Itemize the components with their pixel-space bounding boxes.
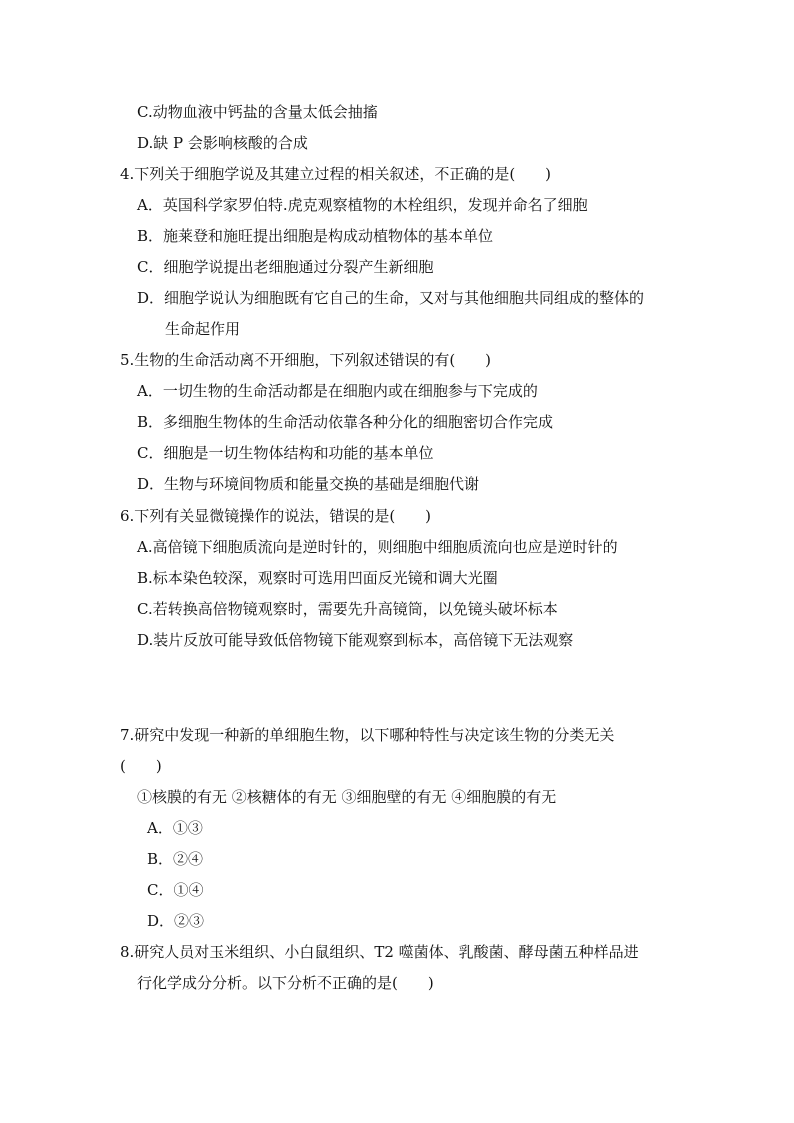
q8-stem-cont: 行化学成分分析。以下分析不正确的是( )	[137, 974, 434, 992]
q7-option-a: A．①③	[147, 819, 203, 837]
q5-option-c: C．细胞是一切生物体结构和功能的基本单位	[137, 444, 434, 462]
q5-option-b: B．多细胞生物体的生命活动依靠各种分化的细胞密切合作完成	[137, 413, 554, 431]
q6-option-c: C.若转换高倍物镜观察时，需要先升高镜筒，以免镜头破坏标本	[137, 600, 558, 618]
q7-option-d: D．②③	[147, 912, 205, 930]
q7-stem-cont: ( )	[120, 757, 162, 775]
q4-option-d-cont: 生命起作用	[165, 320, 241, 338]
q3-option-d: D.缺 P 会影响核酸的合成	[137, 134, 308, 152]
q6-option-b: B.标本染色较深，观察时可选用凹面反光镜和调大光圈	[137, 569, 498, 587]
q5-option-d: D．生物与环境间物质和能量交换的基础是细胞代谢	[137, 475, 480, 493]
q8-stem: 8.研究人员对玉米组织、小白鼠组织、T2 噬菌体、乳酸菌、酵母菌五种样品进	[120, 943, 639, 961]
q6-option-a: A.高倍镜下细胞质流向是逆时针的，则细胞中细胞质流向也应是逆时针的	[137, 538, 618, 556]
q4-option-a: A．英国科学家罗伯特.虎克观察植物的木栓组织，发现并命名了细胞	[137, 196, 588, 214]
q7-statements: ①核膜的有无 ②核糖体的有无 ③细胞壁的有无 ④细胞膜的有无	[137, 788, 557, 806]
q4-option-d: D．细胞学说认为细胞既有它自己的生命，又对与其他细胞共同组成的整体的	[137, 289, 645, 307]
q6-stem: 6.下列有关显微镜操作的说法，错误的是( )	[120, 507, 432, 525]
q4-stem: 4.下列关于细胞学说及其建立过程的相关叙述，不正确的是( )	[120, 165, 552, 183]
q7-option-c: C．①④	[147, 881, 204, 899]
q4-option-c: C．细胞学说提出老细胞通过分裂产生新细胞	[137, 258, 434, 276]
q5-option-a: A．一切生物的生命活动都是在细胞内或在细胞参与下完成的	[137, 382, 538, 400]
q3-option-c: C.动物血液中钙盐的含量太低会抽搐	[137, 103, 378, 121]
q7-stem: 7.研究中发现一种新的单细胞生物，以下哪种特性与决定该生物的分类无关	[120, 726, 615, 744]
q4-option-b: B．施莱登和施旺提出细胞是构成动植物体的基本单位	[137, 227, 494, 245]
q6-option-d: D.装片反放可能导致低倍物镜下能观察到标本，高倍镜下无法观察	[137, 631, 574, 649]
q5-stem: 5.生物的生命活动离不开细胞，下列叙述错误的有( )	[120, 351, 492, 369]
q7-option-b: B．②④	[147, 850, 204, 868]
